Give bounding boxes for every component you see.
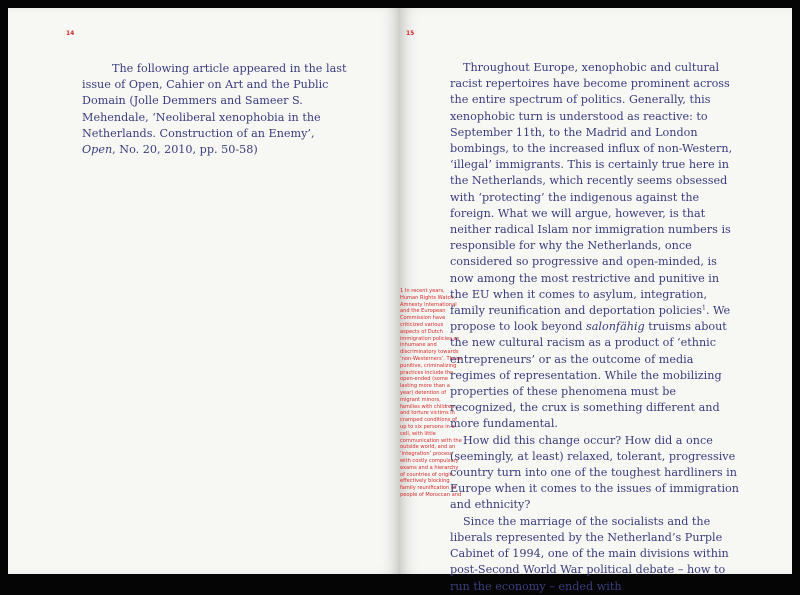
page-number: 15 <box>406 30 415 37</box>
intro-text: The following article appeared in the last issue of Open, Cahier on Art and the Public Domain (Jolle Demmers and Sameer S. Mehendale, ‘Neoliberal xenophobia in the Netherlands. Construction of an Enemy’, <box>82 62 347 140</box>
intro-journal-title: Open <box>82 143 113 157</box>
italic-term: salonfähig <box>586 320 645 334</box>
paragraph: Since the marriage of the socialists and the liberals represented by the Netherland’s Purple Cabinet of 1994, one of the main divisions within post-Second World War political debate – how to run the economy – ended with <box>450 514 729 593</box>
paragraph <box>450 60 740 433</box>
paragraph-text: Throughout Europe, xenophobic and cultural racist repertoires have become prominent across the entire spectrum of politics. Generally, this xenophobic turn is understood as reactive: to September 11th, to the Madrid and London bombings, to the increased influx of non-Western, ‘illegal’ immigrants. This is certainly true here in the Netherlands, which recently seems obsessed with ‘protecting’ the indigenous against the foreign. What we will argue, however, is that neither radical Islam nor immigration numbers is responsible for why the Netherlands, once considered so progressive and open-minded, is now among the most restrictive and punitive in the EU when it comes to asylum, integration, family reunification and deportation policies <box>450 61 733 318</box>
paragraph: How did this change occur? How did a once (seemingly, at least) relaxed, tolerant, progressive country turn into one of the toughest hardliners in Europe when it comes to the issues of immigration and ethnicity? <box>450 433 739 512</box>
right-page <box>400 8 792 593</box>
page-number: 14 <box>66 30 75 37</box>
footnote-marker: 1 <box>702 304 706 312</box>
article-body <box>450 60 740 595</box>
intro-note <box>82 61 350 158</box>
left-page <box>8 8 400 574</box>
paragraph-text: . We propose to look beyond <box>450 304 731 334</box>
book-spread <box>8 8 792 593</box>
intro-citation: , No. 20, 2010, pp. 50-58) <box>112 143 258 157</box>
footnote: 1 In recent years, Human Rights Watch, Amnesty International and the European Commission have criticized various aspects of Dutch immigration policies as inhumane and discriminatory towards ‘non-Westerners’. These punitive, criminalizing practices include the open-ended (some lasting more than a year) detention of migrant minors, families with children, and torture victims in cramped conditions of up to six persons in a cell, with little communication with the outside world, and an ‘integration’ process with costly compulsory exams and a hierarchy of countries of origin, effectively blocking family reunification of people of Moroccan and <box>400 288 462 498</box>
paragraph-text: truisms about the new cultural racism as a product of ‘ethnic entrepreneurs’ or as the outcome of media regimes of representation. While the mobilizing properties of these phenomena must be recognized, the crux is something different and more fundamental. <box>450 320 727 431</box>
